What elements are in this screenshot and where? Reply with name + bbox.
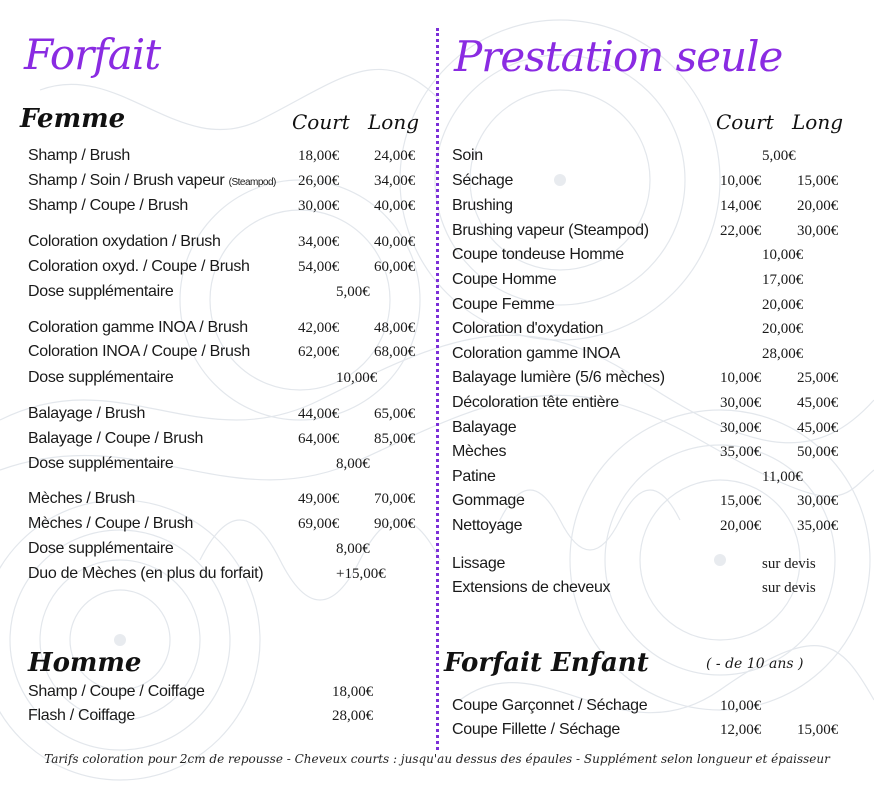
service-name: Coupe Garçonnet / Séchage bbox=[452, 697, 648, 714]
service-name: Shamp / Soin / Brush vapeur bbox=[28, 172, 229, 189]
service-label bbox=[28, 565, 263, 583]
service-label bbox=[28, 455, 174, 473]
price-single: 20,00€ bbox=[762, 297, 804, 313]
service-label bbox=[28, 283, 174, 301]
forfait-title: Forfait bbox=[24, 30, 161, 79]
price-row bbox=[28, 515, 428, 539]
prestation-title: Prestation seule bbox=[454, 32, 783, 81]
price-long: 30,00€ bbox=[797, 493, 839, 509]
price-row bbox=[28, 707, 428, 731]
price-court: 54,00€ bbox=[298, 259, 340, 275]
price-single: 8,00€ bbox=[336, 541, 370, 557]
price-single: 17,00€ bbox=[762, 272, 804, 288]
service-name: Duo de Mèches (en plus du forfait) bbox=[28, 565, 264, 582]
price-row bbox=[452, 721, 852, 745]
price-long: 45,00€ bbox=[797, 420, 839, 436]
service-name: Flash / Coiffage bbox=[28, 707, 135, 724]
service-label bbox=[28, 515, 193, 533]
service-label bbox=[28, 172, 276, 190]
service-label bbox=[28, 369, 174, 387]
price-single: 11,00€ bbox=[762, 469, 803, 485]
price-single: 10,00€ bbox=[762, 247, 804, 263]
price-single: 5,00€ bbox=[762, 148, 796, 164]
price-court: 35,00€ bbox=[720, 444, 762, 460]
service-label bbox=[452, 271, 556, 289]
service-label bbox=[28, 258, 250, 276]
service-name: Dose supplémentaire bbox=[28, 369, 174, 386]
service-name: Coupe Femme bbox=[452, 296, 555, 313]
enfant-age-note: ( - de 10 ans ) bbox=[706, 656, 804, 672]
service-name: Shamp / Coupe / Coiffage bbox=[28, 683, 205, 700]
service-name: Coloration oxyd. / Coupe / Brush bbox=[28, 258, 250, 275]
price-row bbox=[28, 405, 428, 429]
service-label bbox=[28, 490, 135, 508]
service-name: Soin bbox=[452, 147, 483, 164]
price-long: 24,00€ bbox=[374, 148, 416, 164]
price-row bbox=[28, 540, 428, 564]
service-label bbox=[452, 172, 513, 190]
service-label bbox=[452, 320, 603, 338]
service-name: Shamp / Coupe / Brush bbox=[28, 197, 189, 214]
price-row bbox=[452, 468, 852, 492]
price-single: +15,00€ bbox=[336, 566, 386, 582]
service-name: Coupe Homme bbox=[452, 271, 557, 288]
price-row bbox=[452, 296, 852, 320]
service-label bbox=[28, 540, 174, 558]
service-name: Balayage lumière (5/6 mèches) bbox=[452, 369, 665, 386]
service-name: Extensions de cheveux bbox=[452, 579, 611, 596]
price-court: 44,00€ bbox=[298, 406, 340, 422]
service-label bbox=[28, 683, 205, 701]
service-label bbox=[452, 492, 525, 510]
service-label bbox=[452, 246, 624, 264]
price-row bbox=[28, 369, 428, 393]
price-long: 65,00€ bbox=[374, 406, 416, 422]
price-row bbox=[452, 197, 852, 221]
price-long: 60,00€ bbox=[374, 259, 416, 275]
price-court: 10,00€ bbox=[720, 173, 762, 189]
price-single: 5,00€ bbox=[336, 284, 370, 300]
price-court: 26,00€ bbox=[298, 173, 340, 189]
price-row bbox=[452, 345, 852, 369]
price-court: 22,00€ bbox=[720, 223, 762, 239]
service-label bbox=[452, 296, 555, 314]
service-name: Balayage / Brush bbox=[28, 405, 146, 422]
price-row bbox=[452, 147, 852, 171]
service-label bbox=[452, 222, 649, 240]
service-name: Mèches / Brush bbox=[28, 490, 135, 507]
service-name: Nettoyage bbox=[452, 517, 523, 534]
service-label bbox=[452, 555, 505, 573]
price-row bbox=[452, 555, 852, 579]
service-label bbox=[452, 369, 665, 387]
service-label bbox=[452, 579, 610, 597]
price-single: 8,00€ bbox=[336, 456, 370, 472]
service-name: Balayage / Coupe / Brush bbox=[28, 430, 204, 447]
service-name: Coloration INOA / Coupe / Brush bbox=[28, 343, 250, 360]
service-name: Dose supplémentaire bbox=[28, 540, 174, 557]
service-label bbox=[452, 197, 513, 215]
price-court: 10,00€ bbox=[720, 370, 762, 386]
price-row bbox=[28, 565, 428, 589]
price-row bbox=[28, 490, 428, 514]
price-long: 70,00€ bbox=[374, 491, 416, 507]
price-court: 62,00€ bbox=[298, 344, 340, 360]
service-label bbox=[28, 707, 135, 725]
price-court: 49,00€ bbox=[298, 491, 340, 507]
price-long: 85,00€ bbox=[374, 431, 416, 447]
service-label bbox=[452, 721, 620, 739]
price-row bbox=[452, 394, 852, 418]
service-name: Séchage bbox=[452, 172, 514, 189]
service-name: Patine bbox=[452, 468, 496, 485]
price-row bbox=[28, 283, 428, 307]
price-court: 12,00€ bbox=[720, 722, 762, 738]
service-name: Coloration gamme INOA bbox=[452, 345, 620, 362]
price-single: 28,00€ bbox=[332, 708, 374, 724]
service-label bbox=[28, 319, 248, 337]
service-label bbox=[28, 343, 250, 361]
price-long: 25,00€ bbox=[797, 370, 839, 386]
price-long: 48,00€ bbox=[374, 320, 416, 336]
enfant-heading: Forfait Enfant bbox=[444, 648, 649, 678]
price-row bbox=[452, 443, 852, 467]
service-label bbox=[28, 405, 145, 423]
service-name: Dose supplémentaire bbox=[28, 455, 174, 472]
price-long: 50,00€ bbox=[797, 444, 839, 460]
service-name: Lissage bbox=[452, 555, 506, 572]
price-long: 90,00€ bbox=[374, 516, 416, 532]
service-name: Brushing vapeur (Steampod) bbox=[452, 222, 649, 239]
price-single: 10,00€ bbox=[336, 370, 378, 386]
price-long: 34,00€ bbox=[374, 173, 416, 189]
price-row bbox=[452, 579, 852, 603]
service-label bbox=[28, 197, 188, 215]
price-row bbox=[452, 172, 852, 196]
price-row bbox=[28, 343, 428, 367]
price-long: 35,00€ bbox=[797, 518, 839, 534]
service-label bbox=[452, 697, 647, 715]
price-row bbox=[28, 430, 428, 454]
price-long: 40,00€ bbox=[374, 198, 416, 214]
service-label bbox=[452, 468, 496, 486]
prestation-col-long: Long bbox=[792, 110, 844, 134]
service-name: Mèches bbox=[452, 443, 507, 460]
service-name: Décoloration tête entière bbox=[452, 394, 619, 411]
price-court: 69,00€ bbox=[298, 516, 340, 532]
price-single: 20,00€ bbox=[762, 321, 804, 337]
service-name: Coloration gamme INOA / Brush bbox=[28, 319, 248, 336]
service-name: Mèches / Coupe / Brush bbox=[28, 515, 194, 532]
service-label bbox=[452, 147, 483, 165]
service-note: (Steampod) bbox=[228, 177, 276, 188]
price-row bbox=[28, 197, 428, 221]
price-row bbox=[28, 455, 428, 479]
price-single: sur devis bbox=[762, 580, 816, 596]
price-long: 68,00€ bbox=[374, 344, 416, 360]
price-row bbox=[28, 172, 428, 196]
price-row bbox=[452, 369, 852, 393]
price-single: sur devis bbox=[762, 556, 816, 572]
price-long: 45,00€ bbox=[797, 395, 839, 411]
price-court: 18,00€ bbox=[298, 148, 340, 164]
price-court: 42,00€ bbox=[298, 320, 340, 336]
price-row bbox=[452, 271, 852, 295]
service-label bbox=[452, 517, 522, 535]
service-name: Brushing bbox=[452, 197, 513, 214]
price-row bbox=[452, 320, 852, 344]
price-row bbox=[452, 222, 852, 246]
price-row bbox=[452, 517, 852, 541]
price-row bbox=[28, 233, 428, 257]
price-row bbox=[452, 419, 852, 443]
service-name: Coupe tondeuse Homme bbox=[452, 246, 624, 263]
service-label bbox=[28, 147, 130, 165]
service-name: Shamp / Brush bbox=[28, 147, 130, 164]
service-name: Dose supplémentaire bbox=[28, 283, 174, 300]
femme-heading: Femme bbox=[20, 104, 126, 134]
service-name: Coloration oxydation / Brush bbox=[28, 233, 221, 250]
service-name: Balayage bbox=[452, 419, 517, 436]
price-row bbox=[452, 246, 852, 270]
price-long: 15,00€ bbox=[797, 173, 839, 189]
price-row bbox=[28, 683, 428, 707]
femme-col-court: Court bbox=[292, 110, 350, 134]
service-name: Coupe Fillette / Séchage bbox=[452, 721, 621, 738]
price-row bbox=[28, 258, 428, 282]
service-label bbox=[28, 430, 203, 448]
price-court: 30,00€ bbox=[298, 198, 340, 214]
price-court: 10,00€ bbox=[720, 698, 762, 714]
price-court: 30,00€ bbox=[720, 395, 762, 411]
price-long: 15,00€ bbox=[797, 722, 839, 738]
price-court: 64,00€ bbox=[298, 431, 340, 447]
footer-note: Tarifs coloration pour 2cm de repousse - Cheveux courts : jusqu'au dessus des épaules - Supplément selon longueur et épaisseur bbox=[44, 752, 830, 766]
service-label bbox=[452, 419, 516, 437]
column-divider bbox=[436, 28, 439, 750]
prestation-col-court: Court bbox=[716, 110, 774, 134]
service-label bbox=[452, 345, 620, 363]
homme-heading: Homme bbox=[28, 648, 142, 678]
price-single: 18,00€ bbox=[332, 684, 374, 700]
price-court: 20,00€ bbox=[720, 518, 762, 534]
price-long: 30,00€ bbox=[797, 223, 839, 239]
price-row bbox=[452, 492, 852, 516]
price-court: 34,00€ bbox=[298, 234, 340, 250]
price-court: 14,00€ bbox=[720, 198, 762, 214]
price-row bbox=[452, 697, 852, 721]
price-court: 30,00€ bbox=[720, 420, 762, 436]
service-label bbox=[28, 233, 221, 251]
femme-col-long: Long bbox=[368, 110, 420, 134]
service-label bbox=[452, 443, 506, 461]
service-name: Gommage bbox=[452, 492, 525, 509]
price-row bbox=[28, 147, 428, 171]
service-label bbox=[452, 394, 619, 412]
service-name: Coloration d'oxydation bbox=[452, 320, 604, 337]
price-row bbox=[28, 319, 428, 343]
price-long: 40,00€ bbox=[374, 234, 416, 250]
price-court: 15,00€ bbox=[720, 493, 762, 509]
price-single: 28,00€ bbox=[762, 346, 804, 362]
price-long: 20,00€ bbox=[797, 198, 839, 214]
